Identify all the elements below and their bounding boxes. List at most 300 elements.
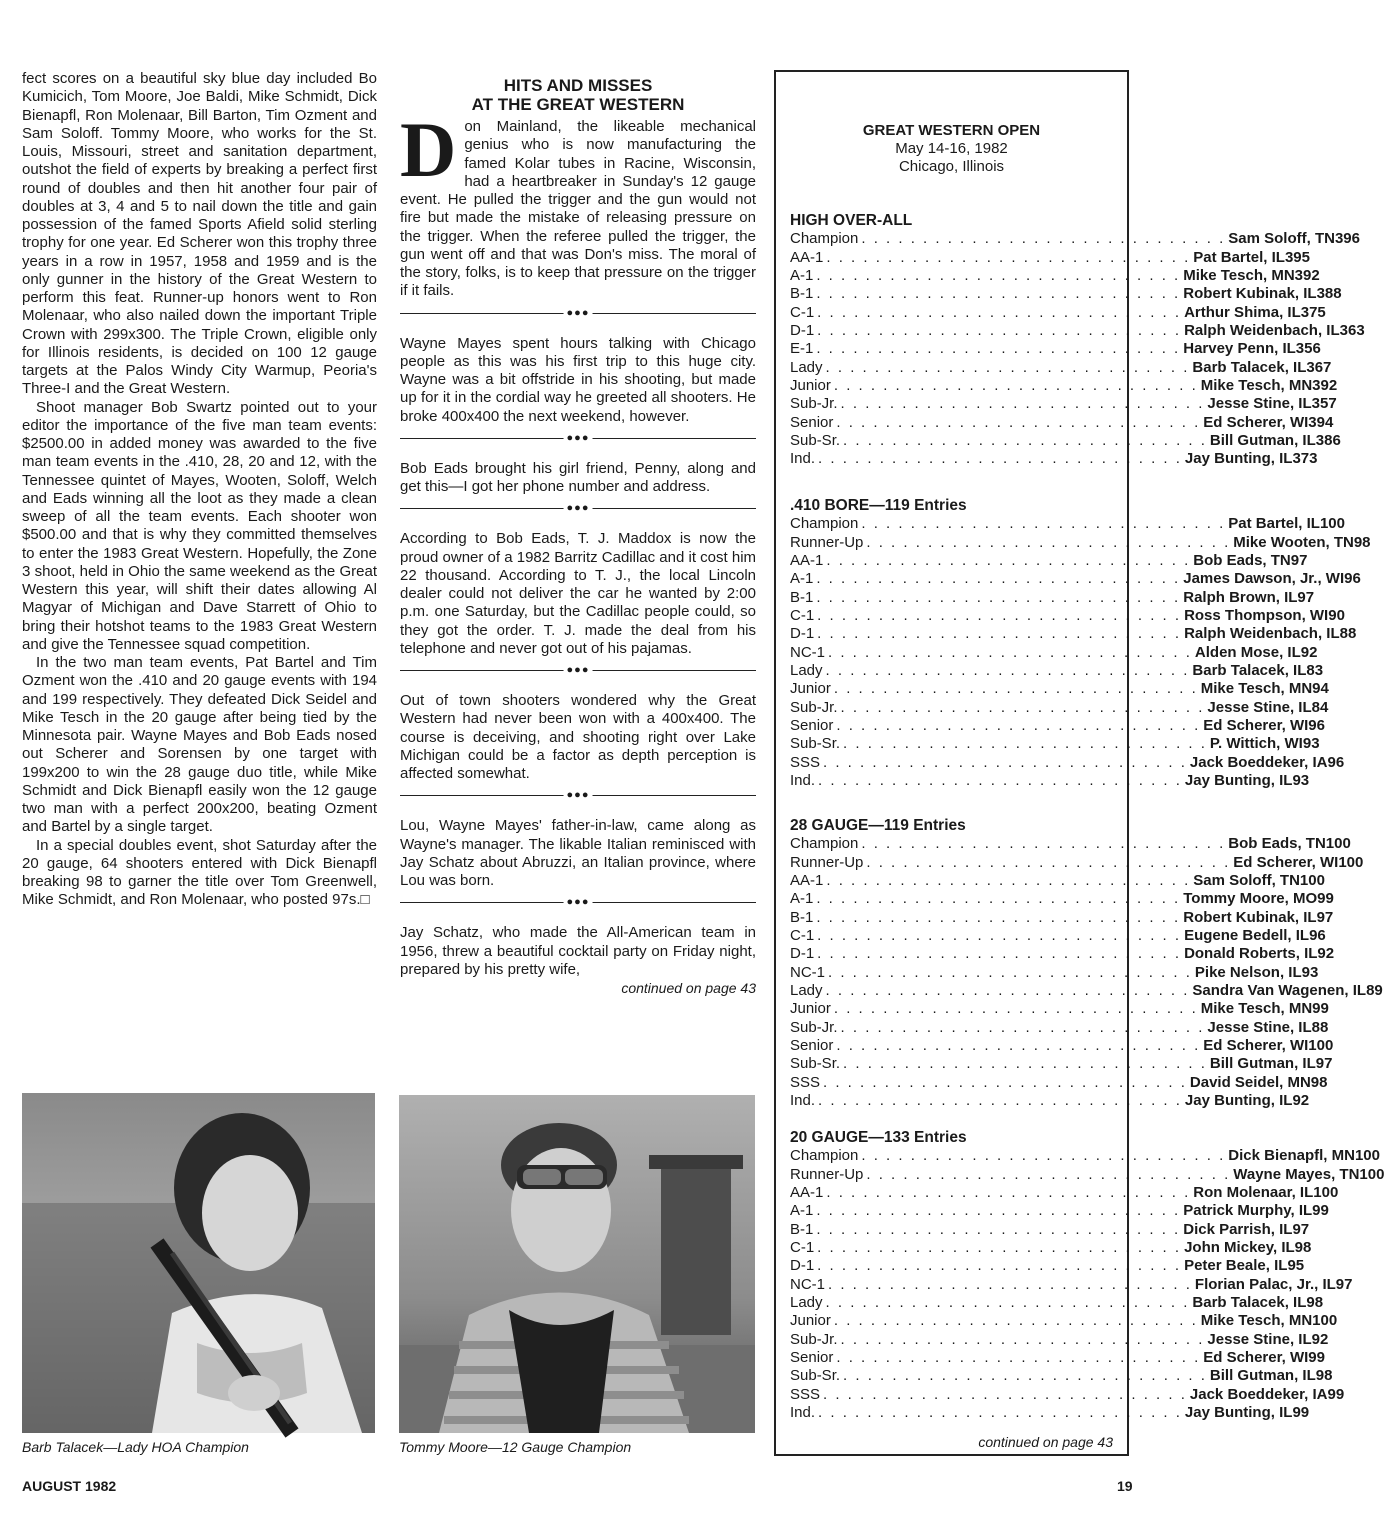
item-paragraph: According to Bob Eads, T. J. Maddox is now the proud owner of a 1982 Barritz Cadillac and it cost him 22 thousand. According to T. J., the local Lincoln dealer could not deliver the car he wanted by 2:00 p.m. one Saturday, but the Cadillac people could, so they got the order. T. J. made the deal from his telephone and never got out of his pajamas. — [400, 530, 757, 657]
class-label: AA-1 — [790, 871, 824, 889]
leader-dots: . . . . . . . . . . . . . . . . . . . . . . . . . . . . . . — [816, 908, 1181, 926]
leader-dots: . . . . . . . . . . . . . . . . . . . . . . . . . . . . . . — [840, 698, 1205, 716]
score: 100 — [1325, 835, 1351, 853]
shooter-name: Wayne Mayes, TN — [1233, 1165, 1360, 1183]
shooter-name: Jay Bunting, IL — [1184, 1092, 1293, 1110]
class-label: Sub-Sr. — [790, 432, 841, 450]
results-title: GREAT WESTERN OPEN — [862, 122, 1041, 139]
class-label: C-1 — [790, 607, 815, 625]
leader-dots: . . . . . . . . . . . . . . . . . . . . . . . . . . . . . . — [861, 515, 1226, 533]
result-row — [790, 432, 1341, 450]
result-row — [790, 753, 1345, 772]
leader-dots: . . . . . . . . . . . . . . . . . . . . . . . . . . . . . . — [833, 1312, 1198, 1330]
shooter-name: Barb Talacek, IL — [1192, 358, 1307, 376]
shooter-name: Harvey Penn, IL — [1183, 340, 1296, 358]
leader-dots: . . . . . . . . . . . . . . . . . . . . . . . . . . . . . . — [818, 1404, 1182, 1422]
score: 93 — [1302, 735, 1320, 753]
class-label: Sub-Sr. — [790, 735, 841, 753]
photo-barb-talacek — [22, 1093, 375, 1433]
item-paragraph: Lou, Wayne Mayes' father-in-law, came along as Wayne's manager. The likable Italian reminisced with Jay Schatz about Abruzzi, an Italian province, where Lou was born. — [400, 817, 756, 889]
section-separator — [400, 498, 756, 518]
shooter-name: Ed Scherer, WI — [1203, 1349, 1309, 1367]
score: 97 — [1335, 1275, 1353, 1293]
class-label: Lady — [790, 662, 823, 680]
leader-dots: . . . . . . . . . . . . . . . . . . . . . . . . . . . . . . — [825, 1294, 1190, 1312]
leader-dots: . . . . . . . . . . . . . . . . . . . . . . . . . . . . . . — [823, 1073, 1187, 1091]
item-paragraph: Bob Eads brought his girl friend, Penny, along and get this—I got her phone number and address. — [400, 459, 756, 495]
score: 96 — [1309, 927, 1326, 945]
shooter-name: Eugene Bedell, IL — [1184, 927, 1310, 945]
shooter-name: Alden Mose, IL — [1194, 643, 1301, 661]
score: 83 — [1306, 662, 1324, 680]
section-separator — [400, 428, 756, 448]
shooter-name: Jesse Stine, IL — [1207, 1018, 1312, 1036]
page-number: 19 — [1117, 1478, 1133, 1494]
result-row — [790, 1330, 1329, 1349]
shooter-name: Sam Soloff, TN — [1228, 230, 1335, 248]
result-row — [790, 1092, 1310, 1110]
shooter-name: Pat Bartel, IL — [1228, 515, 1320, 533]
score: 98 — [1315, 1367, 1333, 1385]
shooter-name: Florian Palac, Jr., IL — [1194, 1275, 1336, 1293]
shooter-name: Ed Scherer, WI — [1203, 717, 1309, 735]
leader-dots: . . . . . . . . . . . . . . . . . . . . . . . . . . . . . . — [816, 570, 1181, 588]
section-title: 28 GAUGE—119 Entries — [790, 817, 966, 834]
class-label: B-1 — [790, 908, 814, 926]
class-label: D-1 — [790, 625, 815, 643]
shooter-name: Bill Gutman, IL — [1209, 1055, 1316, 1073]
score: 99 — [1312, 1000, 1329, 1018]
leader-dots: . . . . . . . . . . . . . . . . . . . . . . . . . . . . . . — [861, 1147, 1226, 1165]
shooter-name: Ron Molenaar, IL — [1193, 1183, 1314, 1201]
shooter-name: Jack Boeddeker, IA — [1189, 1385, 1328, 1403]
result-row — [790, 890, 1334, 908]
class-label: Champion — [790, 1147, 859, 1165]
shooter-name: Bob Eads, TN — [1193, 551, 1291, 569]
result-row — [790, 735, 1320, 753]
class-label: Ind. — [790, 1404, 816, 1422]
shooter-name: Donald Roberts, IL — [1184, 945, 1318, 963]
leader-dots: . . . . . . . . . . . . . . . . . . . . . . . . . . . . . . — [828, 963, 1192, 981]
score: 99 — [1327, 1385, 1345, 1403]
class-label: E-1 — [790, 340, 814, 358]
shooter-name: Tommy Moore, MO — [1183, 890, 1318, 908]
class-label: Runner-Up — [790, 853, 864, 871]
result-row — [790, 340, 1321, 358]
results-section — [790, 212, 1365, 469]
class-label: SSS — [790, 753, 821, 771]
class-label: B-1 — [790, 285, 814, 303]
separator-dots: ●●● — [564, 499, 593, 517]
results-continued-note: continued on page 43 — [978, 1434, 1113, 1450]
score: 96 — [1308, 717, 1325, 735]
class-label: Runner-Up — [790, 533, 864, 551]
drop-cap: D — [400, 106, 457, 193]
result-row — [790, 1312, 1338, 1330]
score: 93 — [1292, 772, 1310, 790]
class-label: Ind. — [790, 772, 816, 790]
result-row — [790, 1220, 1310, 1239]
class-label: AA-1 — [790, 248, 824, 266]
class-label: A-1 — [790, 266, 814, 284]
leader-dots: . . . . . . . . . . . . . . . . . . . . . . . . . . . . . . — [816, 340, 1181, 358]
leader-dots: . . . . . . . . . . . . . . . . . . . . . . . . . . . . . . — [840, 1330, 1205, 1348]
shooter-name: Ed Scherer, WI — [1203, 413, 1309, 431]
shooter-name: Arthur Shima, IL — [1184, 303, 1301, 321]
leader-dots: . . . . . . . . . . . . . . . . . . . . . . . . . . . . . . — [836, 717, 1201, 735]
section-separator — [400, 892, 756, 912]
headline-line-2: AT THE GREAT WESTERN — [471, 95, 685, 114]
result-row — [790, 1275, 1353, 1294]
score: 98 — [1294, 1239, 1312, 1257]
class-label: Champion — [790, 230, 859, 248]
leader-dots: . . . . . . . . . . . . . . . . . . . . . . . . . . . . . . — [828, 1275, 1192, 1293]
result-row — [790, 717, 1325, 735]
class-label: Lady — [790, 1294, 823, 1312]
shooter-name: Ross Thompson, WI — [1184, 607, 1329, 625]
leader-dots: . . . . . . . . . . . . . . . . . . . . . . . . . . . . . . — [826, 551, 1191, 569]
photo-caption: Barb Talacek—Lady HOA Champion — [22, 1439, 249, 1455]
score: 363 — [1339, 322, 1365, 340]
score: 88 — [1339, 625, 1357, 643]
section-title: HIGH OVER-ALL — [790, 212, 913, 229]
result-row — [790, 533, 1371, 552]
class-label: SSS — [790, 1073, 821, 1091]
score: 92 — [1300, 643, 1318, 661]
result-row — [790, 1404, 1310, 1422]
shooter-name: John Mickey, IL — [1184, 1239, 1295, 1257]
shooter-name: Mike Tesch, MN — [1200, 377, 1313, 395]
separator-dots: ●●● — [564, 304, 593, 322]
shooter-name: Jay Bunting, IL — [1184, 772, 1293, 790]
class-label: D-1 — [790, 322, 815, 340]
leader-dots: . . . . . . . . . . . . . . . . . . . . . . . . . . . . . . — [826, 248, 1191, 266]
result-row — [790, 1055, 1333, 1073]
leader-dots: . . . . . . . . . . . . . . . . . . . . . . . . . . . . . . — [817, 945, 1182, 963]
result-row — [790, 643, 1318, 662]
score: 100 — [1308, 1037, 1334, 1055]
item-paragraph: Wayne Mayes spent hours talking with Chicago people as this was his first trip to this huge city. Wayne was a bit offstride in his shooting, but made up for it in the cordial way he greeted all shooters. He broke 400x400 the next weekend, however. — [400, 334, 756, 425]
result-row — [790, 551, 1308, 570]
section-separator — [400, 660, 756, 680]
class-label: AA-1 — [790, 1183, 824, 1201]
separator-dots: ●●● — [564, 429, 593, 447]
class-label: C-1 — [790, 303, 815, 321]
shooter-name: Ed Scherer, WI — [1203, 1037, 1309, 1055]
leader-dots: . . . . . . . . . . . . . . . . . . . . . . . . . . . . . . — [816, 890, 1181, 908]
class-label: Senior — [790, 1349, 834, 1367]
result-row — [790, 515, 1345, 533]
result-row — [790, 1294, 1324, 1312]
class-label: B-1 — [790, 1220, 814, 1238]
score: 375 — [1300, 303, 1326, 321]
item-paragraph: Jay Schatz, who made the All-American team in 1956, threw a beautiful cocktail party on Friday night, prepared by his pretty wife, — [400, 924, 756, 978]
separator-dots: ●●● — [564, 786, 593, 804]
result-row — [790, 285, 1342, 303]
class-label: Champion — [790, 515, 859, 533]
score: 97 — [1316, 908, 1334, 926]
result-row — [790, 945, 1335, 963]
result-row — [790, 1183, 1339, 1202]
leader-dots: . . . . . . . . . . . . . . . . . . . . . . . . . . . . . . — [825, 982, 1190, 1000]
shooter-name: James Dawson, Jr., WI — [1183, 570, 1345, 588]
shooter-name: Mike Tesch, MN — [1200, 680, 1313, 698]
result-row — [790, 1202, 1329, 1220]
score: 84 — [1311, 698, 1329, 716]
shooter-name: Bill Gutman, IL — [1209, 432, 1316, 450]
continued-note: continued on page 43 — [621, 980, 756, 996]
leader-dots: . . . . . . . . . . . . . . . . . . . . . . . . . . . . . . — [833, 680, 1198, 698]
shooter-name: Pike Nelson, IL — [1194, 963, 1302, 981]
leader-dots: . . . . . . . . . . . . . . . . . . . . . . . . . . . . . . — [826, 1183, 1191, 1201]
leader-dots: . . . . . . . . . . . . . . . . . . . . . . . . . . . . . . — [866, 1165, 1231, 1183]
shooter-name: Mike Tesch, MN — [1200, 1000, 1313, 1018]
class-label: D-1 — [790, 1257, 815, 1275]
score: 388 — [1316, 285, 1342, 303]
class-label: Sub-Jr. — [790, 698, 838, 716]
score: 100 — [1319, 515, 1345, 533]
result-row — [790, 395, 1337, 413]
shooter-name: Barb Talacek, IL — [1192, 662, 1307, 680]
leader-dots: . . . . . . . . . . . . . . . . . . . . . . . . . . . . . . — [816, 285, 1181, 303]
leader-dots: . . . . . . . . . . . . . . . . . . . . . . . . . . . . . . — [826, 871, 1191, 889]
score: 396 — [1334, 230, 1360, 248]
result-row — [790, 963, 1319, 982]
result-row — [790, 853, 1364, 872]
lead-paragraph — [400, 106, 756, 301]
score: 94 — [1312, 680, 1329, 698]
shooter-name: Jack Boeddeker, IA — [1189, 753, 1328, 771]
hits-and-misses-column — [400, 76, 756, 997]
class-label: NC-1 — [790, 643, 826, 661]
leader-dots: . . . . . . . . . . . . . . . . . . . . . . . . . . . . . . — [823, 1385, 1187, 1403]
leader-dots: . . . . . . . . . . . . . . . . . . . . . . . . . . . . . . — [825, 358, 1190, 376]
article-paragraph: fect scores on a beautiful sky blue day included Bo Kumicich, Tom Moore, Joe Baldi, Mike Schmidt, Dick Bienapfl, Ron Molenaar, Bill Barton, Tim Ozment and Sam Soloff. Tommy Moore, who works for the St. Louis, Missouri, street and sanitation department, outshot the field of experts by breaking a perfect first round of doubles and then hit another four pair of doubles at 3, 4 and 5 to nail down the title and gain possession of the famed Sports Afield solid sterling trophy for one year. Ed Scherer won this trophy three years in a row in 1957, 1958 and 1959 and is the only gunner in the history of the Great Western to perform this feat. Runner-up honors went to Ron Molenaar, who also nailed down the important Triple Crown with 299x300. The Triple Crown, eligible only for Illinois residents, is decided on 100 12 gauge targets at the Palos Windy City Warmup, Peoria's Three-I and the Great Western. — [22, 70, 377, 398]
result-row — [790, 450, 1318, 468]
leader-dots: . . . . . . . . . . . . . . . . . . . . . . . . . . . . . . — [828, 643, 1192, 661]
class-label: Sub-Jr. — [790, 395, 838, 413]
result-row — [790, 1018, 1329, 1037]
class-label: NC-1 — [790, 1275, 826, 1293]
leader-dots: . . . . . . . . . . . . . . . . . . . . . . . . . . . . . . — [843, 432, 1207, 450]
result-row — [790, 230, 1360, 248]
score: 89 — [1366, 982, 1383, 1000]
class-label: Champion — [790, 835, 859, 853]
section-separator — [400, 785, 756, 805]
score: 100 — [1359, 1165, 1384, 1183]
section-title: 20 GAUGE—133 Entries — [790, 1129, 967, 1146]
result-row — [790, 1385, 1345, 1404]
class-label: NC-1 — [790, 963, 826, 981]
result-row — [790, 303, 1326, 322]
leader-dots: . . . . . . . . . . . . . . . . . . . . . . . . . . . . . . — [843, 1055, 1207, 1073]
result-row — [790, 1349, 1325, 1367]
leader-dots: . . . . . . . . . . . . . . . . . . . . . . . . . . . . . . — [816, 1202, 1181, 1220]
result-row — [790, 1165, 1384, 1184]
class-label: A-1 — [790, 890, 814, 908]
shooter-name: Mike Tesch, MN — [1183, 266, 1295, 284]
score: 97 — [1292, 1220, 1310, 1238]
result-row — [790, 1037, 1334, 1055]
class-label: Junior — [790, 1000, 831, 1018]
shooter-name: Jay Bunting, IL — [1184, 1404, 1293, 1422]
class-label: SSS — [790, 1385, 821, 1403]
separator-dots: ●●● — [564, 661, 593, 679]
class-label: Lady — [790, 982, 823, 1000]
score: 95 — [1287, 1257, 1305, 1275]
result-row — [790, 248, 1310, 267]
class-label: Junior — [790, 1312, 831, 1330]
leader-dots: . . . . . . . . . . . . . . . . . . . . . . . . . . . . . . — [843, 735, 1207, 753]
class-label: C-1 — [790, 1239, 815, 1257]
section-title: .410 BORE—119 Entries — [790, 497, 967, 514]
result-row — [790, 358, 1332, 377]
result-row — [790, 927, 1326, 945]
separator-dots: ●●● — [564, 893, 593, 911]
score: 395 — [1284, 248, 1310, 266]
result-row — [790, 1073, 1328, 1092]
score: 373 — [1292, 450, 1318, 468]
result-row — [790, 570, 1361, 588]
score: 100 — [1313, 1183, 1339, 1201]
class-label: Runner-Up — [790, 1165, 864, 1183]
shooter-name: Ralph Weidenbach, IL — [1184, 322, 1340, 340]
item-paragraph: Out of town shooters wondered why the Great Western had never been won with a 400x400. The course is deceiving, and shooting right over Lake Michigan could be a factor as depth perception is affected somewhat. — [400, 692, 756, 782]
article-paragraph: Shoot manager Bob Swartz pointed out to your editor the importance of the five man team events: $2500.00 in added money was awarded to the five man team events in the .410, 28, 20 and 12, with the Tennessee quintet of Mayes, Wooten, Soloff, Welch and Eads winning all the loot as they made a clean sweep of all the team events. Each shooter won $500.00 and that is why they committed themselves to enter the 1983 Great Western. Hopefully, the Zone 3 shoot, held in Ohio the same weekend as the Great Western this year, will shift their dates allowing Al Magyar of Michigan and Dave Starrett of Ohio to bring their hotshot teams to the 1983 Great Western and give the Tennessee squad competition. — [22, 398, 377, 653]
score: 99 — [1292, 1404, 1310, 1422]
shooter-name: Peter Beale, IL — [1184, 1257, 1288, 1275]
shooter-name: Jay Bunting, IL — [1184, 450, 1293, 468]
score: 99 — [1317, 890, 1334, 908]
leader-dots: . . . . . . . . . . . . . . . . . . . . . . . . . . . . . . — [836, 1349, 1201, 1367]
results-location: Chicago, Illinois — [898, 158, 1005, 175]
leader-dots: . . . . . . . . . . . . . . . . . . . . . . . . . . . . . . — [817, 927, 1182, 945]
class-label: Ind. — [790, 450, 816, 468]
score: 392 — [1294, 266, 1320, 284]
class-label: A-1 — [790, 570, 814, 588]
leader-dots: . . . . . . . . . . . . . . . . . . . . . . . . . . . . . . — [817, 607, 1182, 625]
leader-dots: . . . . . . . . . . . . . . . . . . . . . . . . . . . . . . — [823, 753, 1187, 771]
class-label: Lady — [790, 358, 823, 376]
shooter-name: Robert Kubinak, IL — [1183, 908, 1317, 926]
score: 92 — [1311, 1330, 1329, 1348]
leader-dots: . . . . . . . . . . . . . . . . . . . . . . . . . . . . . . — [817, 322, 1182, 340]
results-section — [790, 1129, 1384, 1422]
score: 100 — [1338, 853, 1364, 871]
shooter-name: Pat Bartel, IL — [1193, 248, 1285, 266]
score: 356 — [1295, 340, 1321, 358]
shooter-name: Ed Scherer, WI — [1233, 853, 1339, 871]
leader-dots: . . . . . . . . . . . . . . . . . . . . . . . . . . . . . . — [816, 266, 1181, 284]
result-row — [790, 982, 1383, 1000]
section-separator — [400, 303, 756, 323]
shooter-name: David Seidel, MN — [1189, 1073, 1311, 1091]
article-paragraph: In a special doubles event, shot Saturday after the 20 gauge, 64 shooters entered with Dick Bienapfl breaking 98 to garner the title over Tom Greenwell, Mike Schmidt, and Ron Molenaar, who posted 97s.□ — [22, 836, 377, 909]
class-label: Junior — [790, 377, 831, 395]
class-label: Sub-Sr. — [790, 1055, 841, 1073]
score: 99 — [1308, 1349, 1325, 1367]
class-label: Junior — [790, 680, 831, 698]
results-box — [774, 70, 1384, 1456]
score: 98 — [1306, 1294, 1324, 1312]
result-row — [790, 835, 1351, 853]
article-paragraph: In the two man team events, Pat Bartel and Tim Ozment won the .410 and 20 gauge events with 194 and 199 respectively. They defeated Dick Seidel and Mike Tesch in the 20 gauge after being tied by the Minnesota pair. Wayne Mayes and Bob Eads nosed out Scherer and Sorensen by one target with 199x200 to win the 28 gauge duo title, while Mike Schmidt and Dick Bienapfl easily won the 12 gauge two man with a perfect 200x200, beating Ozment and Bartel by a single target. — [22, 654, 377, 836]
score: 100 — [1312, 1312, 1338, 1330]
results-section — [790, 817, 1383, 1110]
leader-dots: . . . . . . . . . . . . . . . . . . . . . . . . . . . . . . — [866, 533, 1231, 551]
class-label: A-1 — [790, 1202, 814, 1220]
shooter-name: Mike Tesch, MN — [1200, 1312, 1313, 1330]
class-label: D-1 — [790, 945, 815, 963]
leader-dots: . . . . . . . . . . . . . . . . . . . . . . . . . . . . . . — [833, 1000, 1198, 1018]
result-row — [790, 607, 1345, 625]
shooter-name: Bill Gutman, IL — [1209, 1367, 1316, 1385]
leader-dots: . . . . . . . . . . . . . . . . . . . . . . . . . . . . . . — [840, 1018, 1205, 1036]
shooter-name: Ralph Brown, IL — [1183, 588, 1298, 606]
result-row — [790, 1239, 1312, 1257]
result-row — [790, 1257, 1305, 1275]
class-label: Senior — [790, 1037, 834, 1055]
score: 97 — [1297, 588, 1315, 606]
shooter-name: Bob Eads, TN — [1228, 835, 1326, 853]
class-label: B-1 — [790, 588, 814, 606]
leader-dots: . . . . . . . . . . . . . . . . . . . . . . . . . . . . . . — [861, 835, 1226, 853]
score: 98 — [1353, 533, 1371, 551]
score: 93 — [1301, 963, 1319, 981]
result-row — [790, 908, 1334, 927]
photo-tommy-moore — [399, 1095, 755, 1433]
shooter-name: Robert Kubinak, IL — [1183, 285, 1317, 303]
result-row — [790, 772, 1310, 790]
class-label: Sub-Sr. — [790, 1367, 841, 1385]
result-row — [790, 871, 1325, 890]
leader-dots: . . . . . . . . . . . . . . . . . . . . . . . . . . . . . . — [825, 662, 1190, 680]
leader-dots: . . . . . . . . . . . . . . . . . . . . . . . . . . . . . . — [818, 1092, 1182, 1110]
lead-text: on Mainland, the likeable mechanical genius who is now manufacturing the famed Kolar tubes in Racine, Wisconsin, had a heartbreaker in Sunday's 12 gauge event. He pulled the trigger and the gun would not fire but made the mistake of releasing pressure on the trigger. When the referee pulled the trigger, the gun went off and that was Don's miss. The moral of the story, folks, is to keep that pressure on the trigger if it fails. — [400, 118, 756, 300]
leader-dots: . . . . . . . . . . . . . . . . . . . . . . . . . . . . . . — [833, 377, 1198, 395]
class-label: Sub-Jr. — [790, 1018, 838, 1036]
shooter-name: Dick Bienapfl, MN — [1228, 1147, 1355, 1165]
leader-dots: . . . . . . . . . . . . . . . . . . . . . . . . . . . . . . — [817, 1257, 1182, 1275]
result-row — [790, 413, 1334, 432]
class-label: C-1 — [790, 927, 815, 945]
score: 96 — [1327, 753, 1345, 771]
score: 386 — [1315, 432, 1341, 450]
shooter-name: Barb Talacek, IL — [1192, 1294, 1307, 1312]
leader-dots: . . . . . . . . . . . . . . . . . . . . . . . . . . . . . . — [816, 588, 1181, 606]
shooter-name: Sandra Van Wagenen, IL — [1192, 982, 1367, 1000]
result-row — [790, 266, 1320, 285]
score: 92 — [1317, 945, 1335, 963]
shooter-name: Jesse Stine, IL — [1207, 698, 1312, 716]
result-row — [790, 680, 1329, 698]
leader-dots: . . . . . . . . . . . . . . . . . . . . . . . . . . . . . . — [817, 625, 1182, 643]
leader-dots: . . . . . . . . . . . . . . . . . . . . . . . . . . . . . . — [861, 230, 1226, 248]
shooter-name: P. Wittich, WI — [1209, 735, 1303, 753]
class-label: Sub-Jr. — [790, 1330, 838, 1348]
result-row — [790, 377, 1338, 395]
score: 100 — [1354, 1147, 1380, 1165]
shooter-name: Dick Parrish, IL — [1183, 1220, 1293, 1238]
shooter-name: Jesse Stine, IL — [1207, 1330, 1312, 1348]
class-label: Ind. — [790, 1092, 816, 1110]
leader-dots: . . . . . . . . . . . . . . . . . . . . . . . . . . . . . . — [818, 450, 1182, 468]
result-row — [790, 662, 1324, 680]
score: 96 — [1344, 570, 1361, 588]
shooter-name: Jesse Stine, IL — [1207, 395, 1312, 413]
leader-dots: . . . . . . . . . . . . . . . . . . . . . . . . . . . . . . — [836, 413, 1201, 431]
issue-date: AUGUST 1982 — [22, 1478, 117, 1494]
